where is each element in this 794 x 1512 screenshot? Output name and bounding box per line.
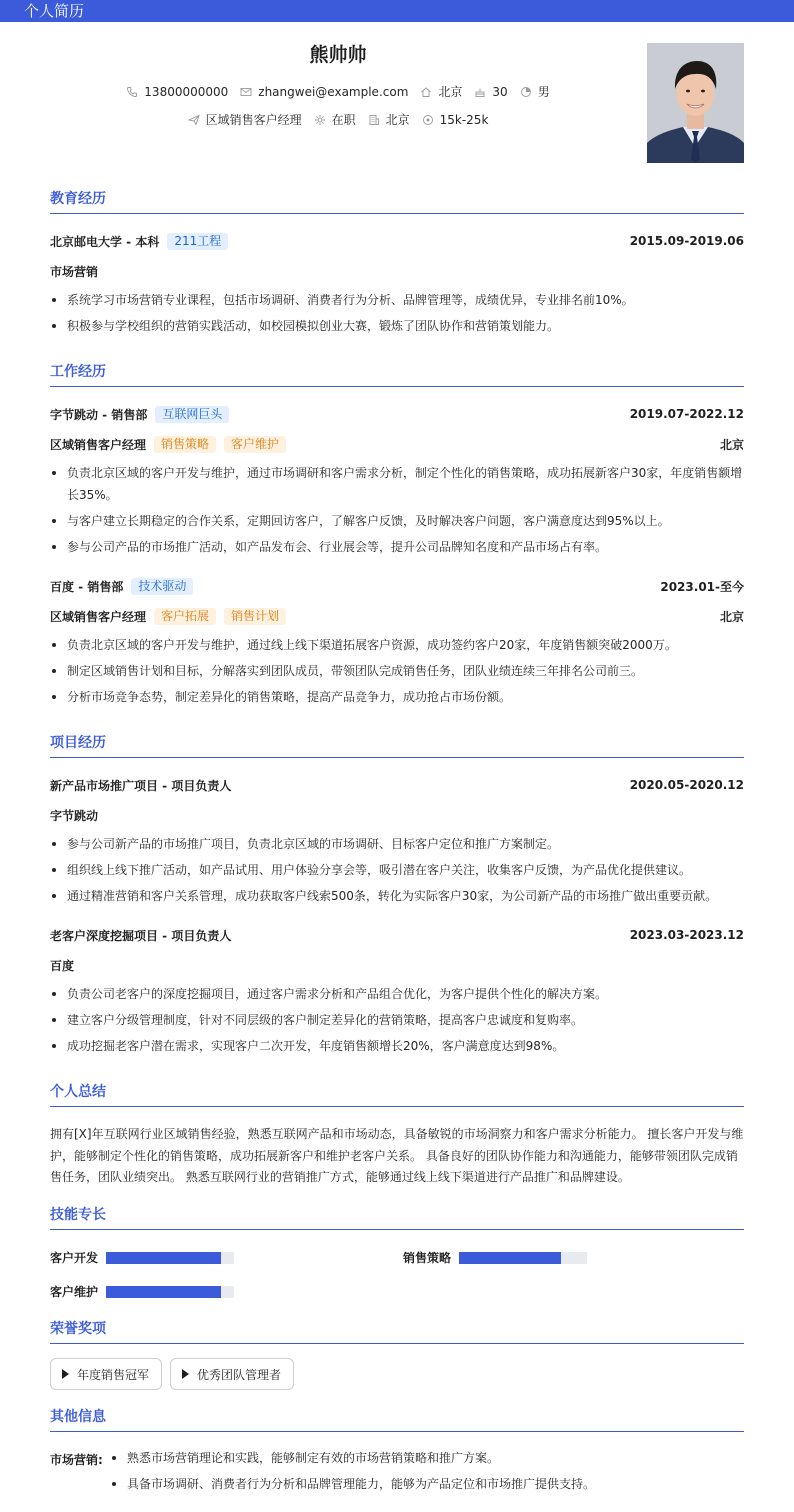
profile-photo	[647, 43, 744, 163]
skill-name: 销售策略	[403, 1251, 452, 1265]
skill-item	[50, 1283, 234, 1300]
work-company: 百度 - 销售部	[50, 579, 124, 594]
work-section-title: 工作经历	[50, 363, 744, 387]
project-title-row	[50, 926, 744, 944]
work-bullets	[50, 634, 744, 712]
awards-list	[50, 1358, 294, 1390]
position-info	[188, 111, 302, 128]
work-location: 北京	[719, 437, 744, 452]
profile-name: 熊帅帅	[309, 44, 367, 66]
list-item: 分析市场竞争态势，制定差异化的销售策略，提高产品竞争力，成功抢占市场份额。	[50, 686, 744, 708]
skill-bar-fill	[106, 1252, 221, 1264]
awards-section-title: 荣誉奖项	[50, 1320, 744, 1344]
list-item: 系统学习市场营销专业课程，包括市场调研、消费者行为分析、品牌管理等，成绩优异，专业排名前10%。	[50, 289, 744, 311]
project-date: 2020.05-2020.12	[629, 778, 744, 792]
email-info	[240, 85, 408, 99]
skill-bar-fill	[459, 1252, 561, 1264]
project-bullets	[50, 833, 744, 911]
salary-value: 15k-25k	[439, 112, 489, 127]
project-title-row	[50, 776, 744, 794]
education-major-row	[50, 262, 744, 280]
other-list	[110, 1447, 595, 1499]
skill-bar-fill	[106, 1286, 221, 1298]
list-item: 负责公司老客户的深度挖掘项目，通过客户需求分析和产品组合优化，为客户提供个性化的解决方案。	[50, 983, 744, 1005]
home-icon	[420, 86, 432, 98]
gear-icon	[314, 114, 326, 126]
projects-section-title: 项目经历	[50, 734, 744, 758]
skill-tag: 销售策略	[154, 436, 216, 453]
skill-tag: 销售计划	[224, 608, 286, 625]
phone-info	[126, 85, 228, 99]
age-value: 30	[492, 84, 508, 99]
school-tag: 211工程	[167, 233, 228, 250]
company-tag: 技术驱动	[131, 578, 193, 595]
list-item: 成功挖掘老客户潜在需求，实现客户二次开发，年度销售额增长20%，客户满意度达到98%。	[50, 1035, 744, 1057]
other-label: 市场营销:	[50, 1453, 103, 1467]
phone-value: 13800000000	[144, 84, 229, 99]
education-header-row	[50, 232, 744, 250]
project-org: 字节跳动	[50, 808, 99, 823]
play-icon	[182, 1369, 189, 1379]
education-bullets	[50, 289, 744, 341]
list-item: 积极参与学校组织的营销实践活动，如校园模拟创业大赛，锻炼了团队协作和营销策划能力。	[50, 315, 744, 337]
work-date: 2023.01-至今	[660, 579, 744, 594]
status-value: 在职	[331, 113, 356, 127]
project-org-row	[50, 956, 744, 974]
school-name: 北京邮电大学 - 本科	[50, 234, 160, 249]
work-company-row	[50, 405, 744, 423]
list-item: 通过精准营销和客户关系管理，成功获取客户线索500条，转化为实际客户30家，为公司新产品的市场推广做出重要贡献。	[50, 885, 744, 907]
education-date: 2015.09-2019.06	[629, 234, 744, 248]
list-item: 制定区域销售计划和目标，分解落实到团队成员，带领团队完成销售任务，团队业绩连续三年排名公司前三。	[50, 660, 744, 682]
award-label: 年度销售冠军	[77, 1367, 150, 1382]
list-item: 参与公司新产品的市场推广项目，负责北京区域的市场调研、目标客户定位和推广方案制定。	[50, 833, 744, 855]
list-item: 参与公司产品的市场推广活动，如产品发布会、行业展会等，提升公司品牌知名度和产品市场占有率。	[50, 536, 744, 558]
project-org: 百度	[50, 958, 75, 973]
target-city-info	[368, 111, 410, 128]
avatar	[647, 43, 744, 163]
work-role: 区域销售客户经理	[50, 609, 147, 624]
city-value: 北京	[438, 85, 463, 99]
education-section-title: 教育经历	[50, 190, 744, 214]
email-value: zhangwei@example.com	[258, 84, 409, 99]
status-info	[314, 111, 356, 128]
mail-icon	[240, 86, 252, 98]
salary-info	[422, 113, 489, 127]
profile-header	[50, 36, 744, 166]
top-bar	[0, 0, 794, 22]
skill-name: 客户开发	[50, 1251, 99, 1265]
project-bullets	[50, 983, 744, 1061]
skills-section-title: 技能专长	[50, 1206, 744, 1230]
work-company: 字节跳动 - 销售部	[50, 407, 148, 422]
work-role: 区域销售客户经理	[50, 437, 147, 452]
project-org-row	[50, 806, 744, 824]
education-major: 市场营销	[50, 264, 99, 279]
work-date: 2019.07-2022.12	[629, 407, 744, 421]
skill-bar	[106, 1286, 234, 1298]
gender-icon	[520, 86, 532, 98]
skill-tag: 客户维护	[224, 436, 286, 453]
list-item: 建立客户分级管理制度，针对不同层级的客户制定差异化的营销策略，提高客户忠诚度和复购率。	[50, 1009, 744, 1031]
list-item: 组织线上线下推广活动，如产品试用、用户体验分享会等，吸引潜在客户关注，收集客户反馈，为产品优化提供建议。	[50, 859, 744, 881]
project-title: 新产品市场推广项目 - 项目负责人	[50, 778, 232, 793]
list-item: 负责北京区域的客户开发与维护，通过线上线下渠道拓展客户资源，成功签约客户20家，年度销售额突破2000万。	[50, 634, 744, 656]
company-tag: 互联网巨头	[155, 406, 229, 423]
award-chip	[170, 1358, 294, 1390]
skill-item	[50, 1249, 234, 1266]
job-intent-row	[50, 111, 626, 128]
work-bullets	[50, 462, 744, 562]
list-item: 负责北京区域的客户开发与维护，通过市场调研和客户需求分析，制定个性化的销售策略，成功拓展新客户30家，年度销售额增长35%。	[50, 462, 744, 506]
city-info	[420, 83, 462, 100]
other-section-title: 其他信息	[50, 1408, 744, 1432]
work-role-row	[50, 607, 744, 625]
skill-item	[403, 1249, 587, 1266]
gender-value: 男	[537, 85, 550, 99]
gender-info	[520, 83, 550, 100]
work-role-row	[50, 435, 744, 453]
contact-row	[50, 83, 626, 100]
work-location: 北京	[719, 609, 744, 624]
project-title: 老客户深度挖掘项目 - 项目负责人	[50, 928, 232, 943]
skill-tag: 客户拓展	[154, 608, 216, 625]
award-label: 优秀团队管理者	[197, 1367, 282, 1382]
summary-section-title: 个人总结	[50, 1083, 744, 1107]
building-icon	[368, 114, 380, 126]
award-chip	[50, 1358, 162, 1390]
position-value: 区域销售客户经理	[205, 113, 302, 127]
top-bar-title: 个人简历	[24, 2, 85, 20]
list-item: 具备市场调研、消费者行为分析和品牌管理能力，能够为产品定位和市场推广提供支持。	[110, 1473, 595, 1495]
phone-icon	[126, 86, 138, 98]
send-icon	[188, 114, 200, 126]
skill-bar	[106, 1252, 234, 1264]
age-info	[474, 85, 507, 99]
play-icon	[62, 1369, 69, 1379]
skill-name: 客户维护	[50, 1285, 99, 1299]
project-date: 2023.03-2023.12	[629, 928, 744, 942]
summary-text: 拥有[X]年互联网行业区域销售经验，熟悉互联网产品和市场动态，具备敏锐的市场洞察力和客户需求分析能力。 擅长客户开发与维护，能够制定个性化的销售策略，成功拓展新客户和维护老客户关系。 具备良好的团队协作能力和沟通能力，能够带领团队完成销售任务，团队业绩突出。 熟悉互联网行业的营销推广方式，能够通过线上线下渠道进行产品推广和品牌建设。	[50, 1127, 744, 1184]
list-item: 与客户建立长期稳定的合作关系，定期回访客户，了解客户反馈，及时解决客户问题，客户满意度达到95%以上。	[50, 510, 744, 532]
list-item: 熟悉市场营销理论和实践，能够制定有效的市场营销策略和推广方案。	[110, 1447, 595, 1469]
cake-icon	[474, 86, 486, 98]
target-city-value: 北京	[385, 113, 410, 127]
skill-bar	[459, 1252, 587, 1264]
coin-icon	[422, 114, 434, 126]
work-company-row	[50, 577, 744, 595]
